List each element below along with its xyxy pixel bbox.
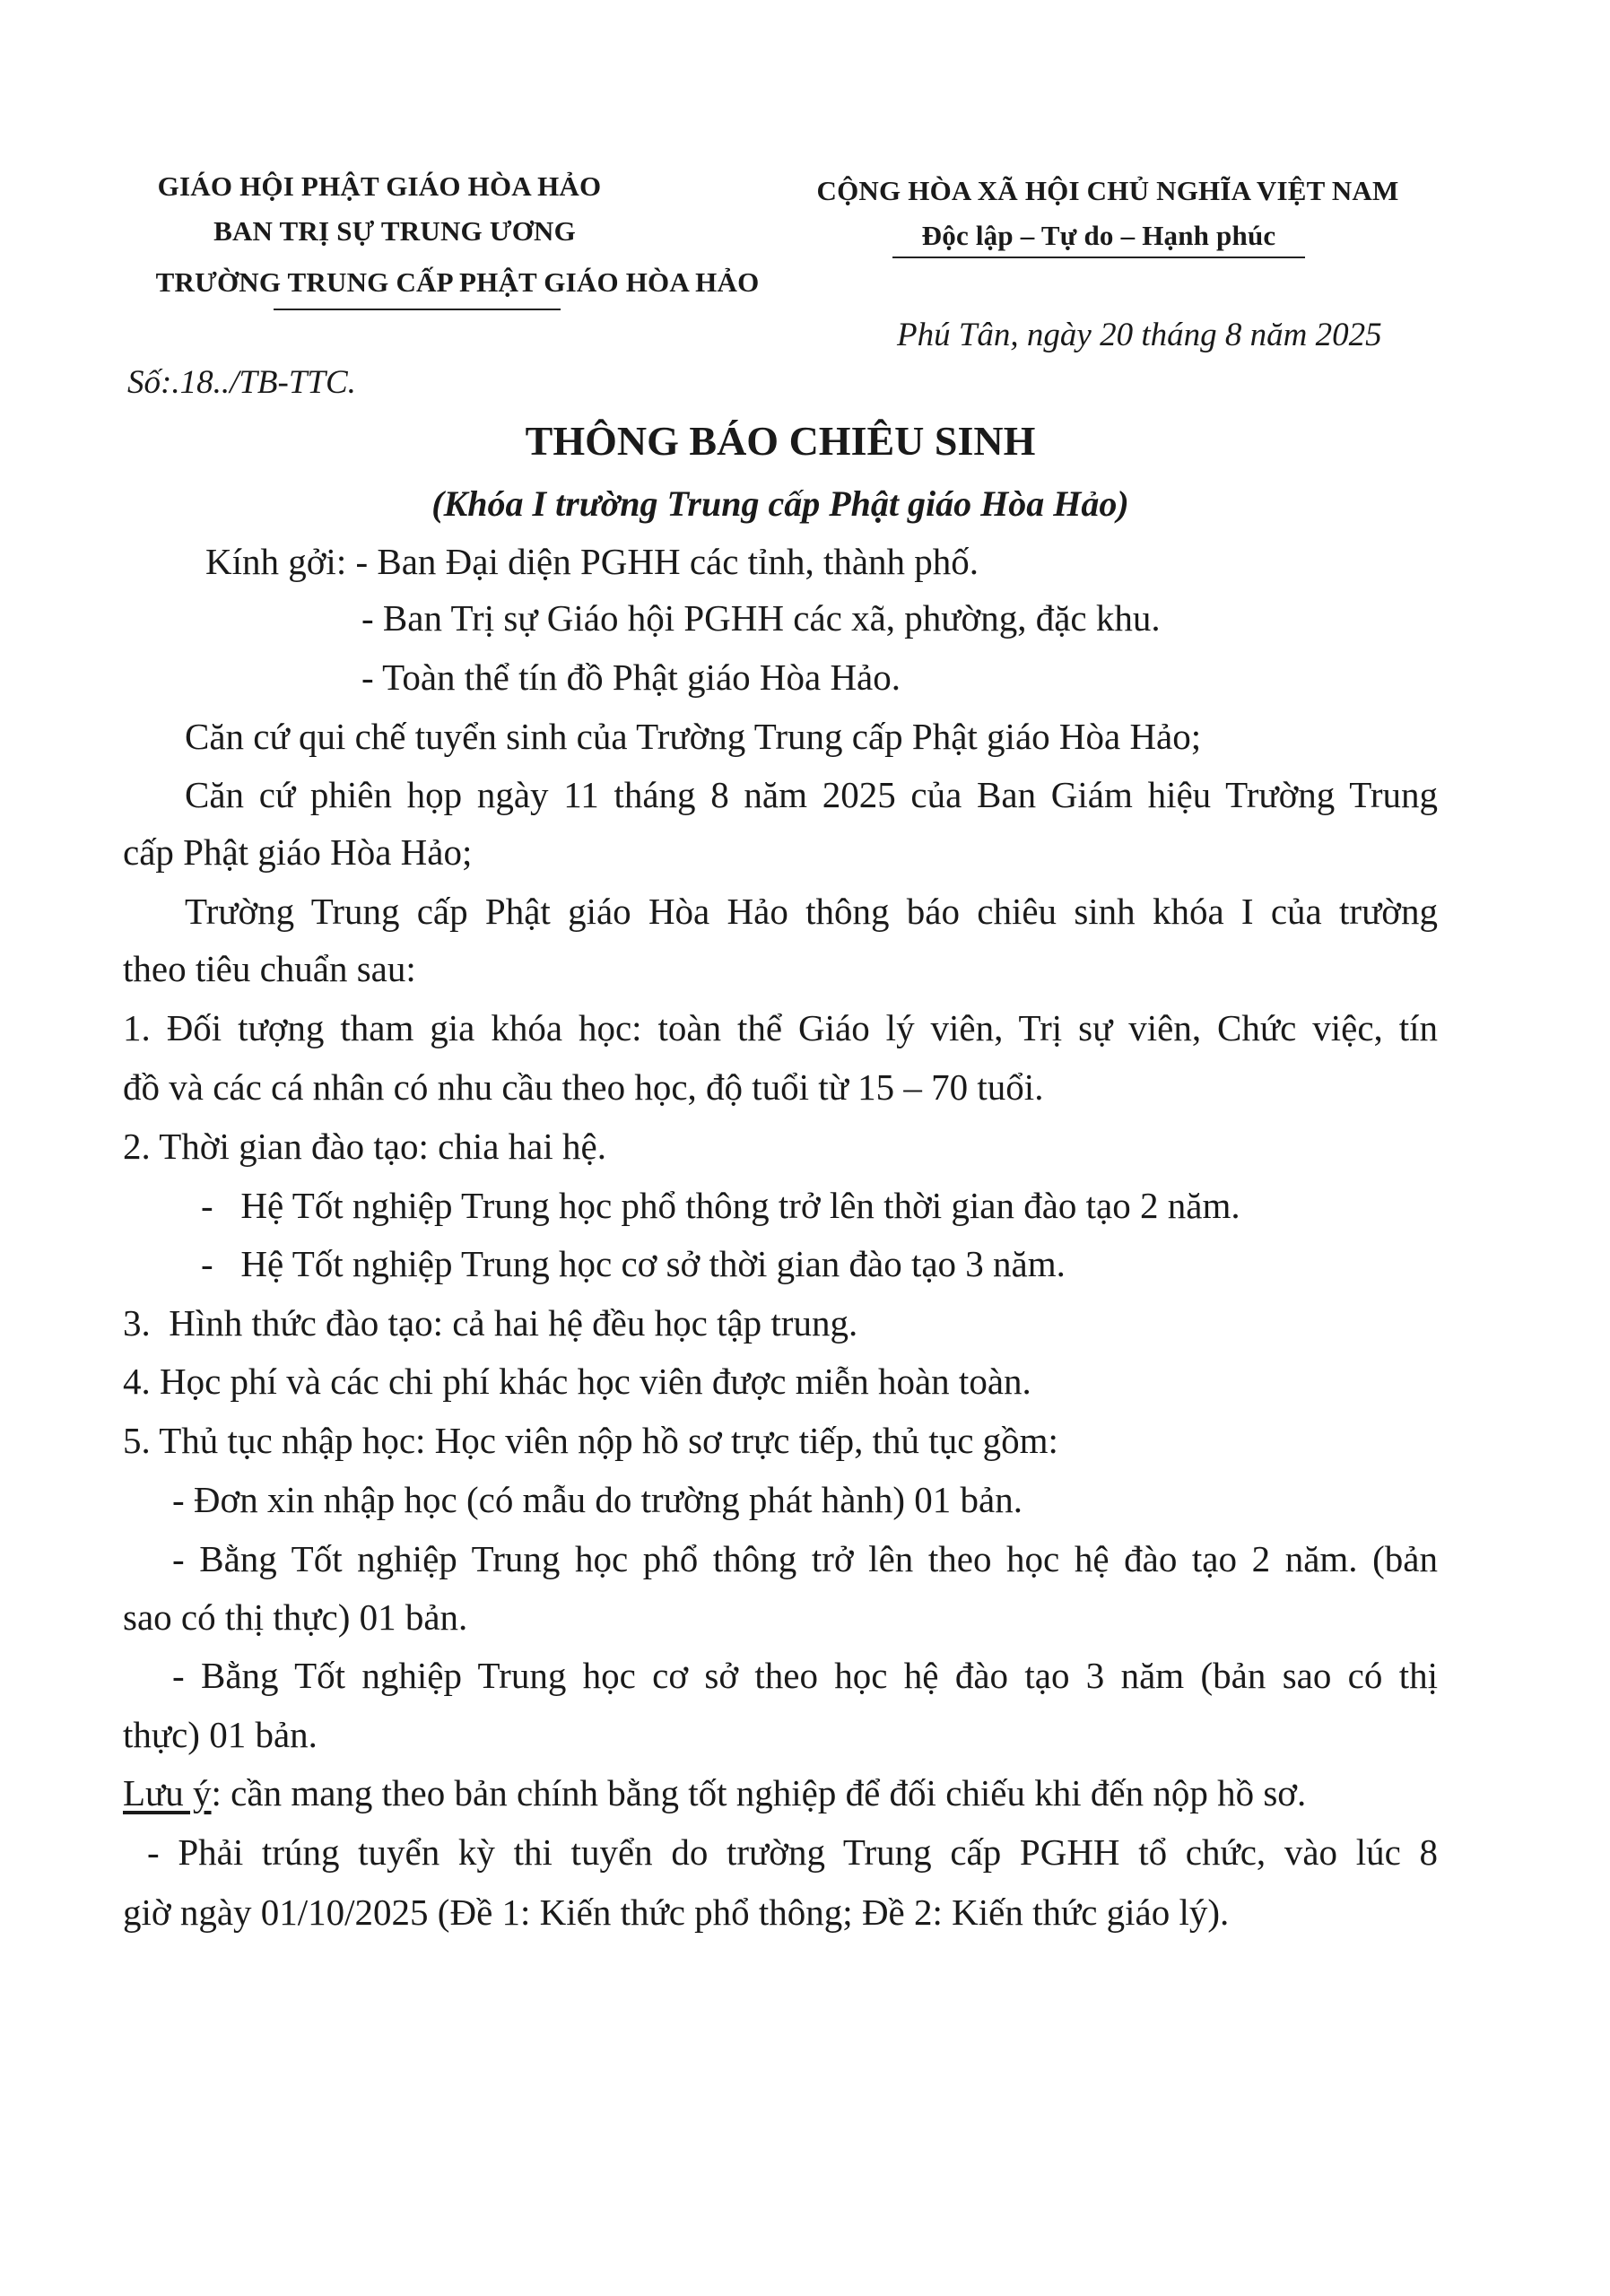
exam-line-1: - Phải trúng tuyển kỳ thi tuyển do trường Trung cấp PGHH tổ chức, vào lúc 8	[147, 1831, 1438, 1873]
item-5-b-line-1: - Bằng Tốt nghiệp Trung học phổ thông trở lên theo học hệ đào tạo 2 năm. (bản	[172, 1538, 1438, 1579]
intro-line-1: Trường Trung cấp Phật giáo Hòa Hảo thông báo chiêu sinh khóa I của trường	[185, 891, 1438, 932]
item-5-a: - Đơn xin nhập học (có mẫu do trường phát hành) 01 bản.	[172, 1479, 1023, 1520]
item-4: 4. Học phí và các chi phí khác học viên được miễn hoàn toàn.	[123, 1361, 1031, 1402]
exam-line-2: giờ ngày 01/10/2025 (Đề 1: Kiến thức phổ thông; Đề 2: Kiến thức giáo lý).	[123, 1892, 1230, 1933]
item-1-line-2: đồ và các cá nhân có nhu cầu theo học, độ tuổi từ 15 – 70 tuổi.	[123, 1066, 1044, 1108]
country-name: CỘNG HÒA XÃ HỘI CHỦ NGHĨA VIỆT NAM	[816, 175, 1399, 206]
recipient-line-3: - Toàn thể tín đồ Phật giáo Hòa Hảo.	[361, 657, 901, 698]
note-text: : cần mang theo bản chính bằng tốt nghiệp để đối chiếu khi đến nộp hồ sơ.	[211, 1772, 1307, 1813]
item-5-c-line-2: thực) 01 bản.	[123, 1714, 318, 1755]
intro-line-2: theo tiêu chuẩn sau:	[123, 948, 416, 989]
item-2-b: - Hệ Tốt nghiệp Trung học cơ sở thời gian đào tạo 3 năm.	[201, 1243, 1066, 1284]
org-line-2: BAN TRỊ SỰ TRUNG ƯƠNG	[213, 215, 576, 247]
org-divider	[274, 309, 561, 310]
item-3: 3. Hình thức đào tạo: cả hai hệ đều học tập trung.	[123, 1302, 858, 1344]
note-line	[123, 1772, 1307, 1813]
document-number: Số:.18../TB-TTC.	[127, 364, 356, 401]
motto: Độc lập – Tự do – Hạnh phúc	[921, 220, 1276, 251]
item-1-line-1: 1. Đối tượng tham gia khóa học: toàn thể Giáo lý viên, Trị sự viên, Chức việc, tín	[123, 1007, 1438, 1048]
recipient-line-2: - Ban Trị sự Giáo hội PGHH các xã, phường, đặc khu.	[361, 597, 1161, 639]
item-5-c-line-1: - Bằng Tốt nghiệp Trung học cơ sở theo học hệ đào tạo 3 năm (bản sao có thị	[172, 1655, 1438, 1696]
item-5: 5. Thủ tục nhập học: Học viên nộp hồ sơ trực tiếp, thủ tục gồm:	[123, 1420, 1058, 1461]
org-line-3: TRƯỜNG TRUNG CẤP PHẬT GIÁO HÒA HẢO	[155, 266, 760, 298]
motto-underline	[892, 257, 1305, 258]
basis-1: Căn cứ qui chế tuyển sinh của Trường Trung cấp Phật giáo Hòa Hảo;	[185, 716, 1202, 757]
item-2: 2. Thời gian đào tạo: chia hai hệ.	[123, 1126, 606, 1167]
item-5-b-line-2: sao có thị thực) 01 bản.	[123, 1596, 468, 1638]
org-line-1: GIÁO HỘI PHẬT GIÁO HÒA HẢO	[157, 170, 602, 202]
note-label: Lưu ý	[123, 1772, 212, 1813]
basis-2-line-2: cấp Phật giáo Hòa Hảo;	[123, 831, 473, 873]
document-title: THÔNG BÁO CHIÊU SINH	[525, 418, 1036, 464]
basis-2-line-1: Căn cứ phiên họp ngày 11 tháng 8 năm 2025 của Ban Giám hiệu Trường Trung	[185, 774, 1438, 815]
item-2-a: - Hệ Tốt nghiệp Trung học phổ thông trở lên thời gian đào tạo 2 năm.	[201, 1185, 1240, 1226]
place-date: Phú Tân, ngày 20 tháng 8 năm 2025	[897, 317, 1382, 353]
recipient-line-1: Kính gởi: - Ban Đại diện PGHH các tỉnh, thành phố.	[205, 541, 979, 582]
document-subtitle: (Khóa I trường Trung cấp Phật giáo Hòa Hảo)	[431, 483, 1129, 524]
